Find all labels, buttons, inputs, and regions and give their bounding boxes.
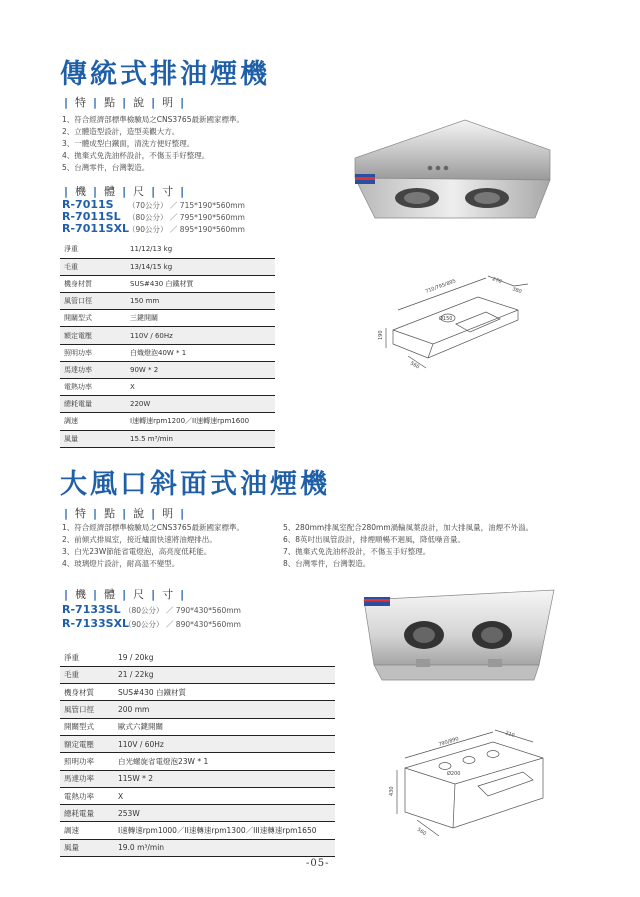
feature-item: 4、拋棄式免洗油杯設計，不傷玉手好整理。 xyxy=(62,151,210,160)
section1-title: 傳統式排油煙機 xyxy=(60,59,270,90)
section2-model-list xyxy=(62,603,241,631)
spec-value: 三鍵開關 xyxy=(130,310,275,327)
spec-row xyxy=(60,666,335,683)
spec-row xyxy=(60,379,275,396)
spec-row xyxy=(60,787,335,804)
model-row: R-7133SXL（90公分） ／ 890*430*560mm xyxy=(62,617,241,630)
spec-key: 總耗電量 xyxy=(60,396,130,413)
section1-features-heading: | 特 | 點 | 說 | 明 | xyxy=(64,96,186,109)
spec-row xyxy=(60,701,335,718)
section1-size-heading: | 機 | 體 | 尺 | 寸 | xyxy=(64,185,186,198)
spec-row xyxy=(60,310,275,327)
spec-row xyxy=(60,241,275,258)
spec-key: 開關型式 xyxy=(60,718,118,735)
feature-item: 6、8英吋出風管設計，排煙順暢不迴風，降低噪音量。 xyxy=(283,535,466,544)
feature-item: 7、拋棄式免洗油杯設計，不傷玉手好整理。 xyxy=(283,547,431,556)
range-hood-r7011-photo xyxy=(335,100,565,235)
spec-row xyxy=(60,361,275,378)
section2-features-heading: | 特 | 點 | 說 | 明 | xyxy=(64,507,186,520)
feature-item: 1、符合經濟部標準檢驗局之CNS3765最新國家標準。 xyxy=(62,523,244,532)
dimension-pipe-label: Ø150 xyxy=(439,316,453,322)
range-hood-r7011-dimension-drawing xyxy=(368,272,538,372)
feature-item: 3、一體成型白鐵面，清洗方便好整理。 xyxy=(62,139,195,148)
spec-row xyxy=(60,293,275,310)
model-row: R-7011SL （80公分） ／ 795*190*560mm xyxy=(62,210,245,223)
feature-item: 1、符合經濟部標準檢驗局之CNS3765最新國家標準。 xyxy=(62,115,244,124)
spec-key: 馬達功率 xyxy=(60,770,118,787)
spec-value: 白光螺旋省電燈泡23W * 1 xyxy=(118,753,335,770)
section2-feature-list-left xyxy=(62,522,244,570)
spec-value: 15.5 m³/min xyxy=(130,430,275,447)
dimension-depth-label: 270 xyxy=(491,276,503,286)
spec-key: 總耗電量 xyxy=(60,805,118,822)
dimension-depth-label: 380 xyxy=(511,286,523,296)
spec-value: X xyxy=(130,379,275,396)
section2-title: 大風口斜面式油煙機 xyxy=(60,469,330,500)
spec-row xyxy=(60,430,275,447)
spec-row xyxy=(60,275,275,292)
section1-feature-list xyxy=(62,114,244,174)
model-row: R-7011SXL（90公分） ／ 895*190*560mm xyxy=(62,222,245,235)
spec-value: 13/14/15 kg xyxy=(130,258,275,275)
spec-key: 額定電壓 xyxy=(60,735,118,752)
feature-item: 2、前傾式排風室，接近爐面快速將油煙排出。 xyxy=(62,535,217,544)
spec-key: 調速 xyxy=(60,413,130,430)
spec-key: 風管口徑 xyxy=(60,293,130,310)
section1-spec-table xyxy=(60,241,275,448)
range-hood-r7133-dimension-drawing xyxy=(383,728,558,843)
spec-key: 照明功率 xyxy=(60,753,118,770)
spec-row xyxy=(60,684,335,701)
page-number: -05- xyxy=(306,858,330,869)
spec-value: 白熾燈泡40W * 1 xyxy=(130,344,275,361)
feature-item: 4、玻璃燈片設計，耐高溫不變型。 xyxy=(62,559,180,568)
spec-value: 21 / 22kg xyxy=(118,666,335,683)
feature-item: 5、台灣零件，台灣製造。 xyxy=(62,163,150,172)
spec-key: 馬達功率 xyxy=(60,361,130,378)
spec-row xyxy=(60,344,275,361)
spec-row xyxy=(60,396,275,413)
spec-value: I速轉速rpm1200／II速轉速rpm1600 xyxy=(130,413,275,430)
spec-key: 淨重 xyxy=(60,649,118,666)
feature-item: 3、白光23W節能省電燈泡，高亮度低耗能。 xyxy=(62,547,212,556)
dimension-width-label: 790/890 xyxy=(437,736,460,748)
spec-value: I速轉速rpm1000／II速轉速rpm1300／III速轉速rpm1650 xyxy=(118,822,335,839)
spec-value: 歐式六鍵開關 xyxy=(118,718,335,735)
model-row: R-7011S （70公分） ／ 715*190*560mm xyxy=(62,198,245,211)
spec-value: SUS#430 白鐵材質 xyxy=(118,684,335,701)
spec-key: 風管口徑 xyxy=(60,701,118,718)
spec-value: 11/12/13 kg xyxy=(130,241,275,258)
dimension-width-label: 710/795/895 xyxy=(424,278,457,295)
spec-row xyxy=(60,413,275,430)
section2-feature-list-right xyxy=(283,522,533,570)
spec-value: 253W xyxy=(118,805,335,822)
spec-key: 照明功率 xyxy=(60,344,130,361)
spec-value: 150 mm xyxy=(130,293,275,310)
spec-key: 額定電壓 xyxy=(60,327,130,344)
feature-item: 5、280mm排風室配合280mm渦輪風葉設計，加大排風量，油煙不外溢。 xyxy=(283,523,534,532)
feature-item: 2、立體造型設計，造型美觀大方。 xyxy=(62,127,180,136)
dimension-height-label: 430 xyxy=(389,786,395,796)
dimension-length-label: 560 xyxy=(415,826,428,838)
spec-value: SUS#430 白鐵材質 xyxy=(130,275,275,292)
spec-key: 電熱功率 xyxy=(60,379,130,396)
spec-value: X xyxy=(118,787,335,804)
spec-value: 19.0 m³/min xyxy=(118,839,335,856)
model-row: R-7133SL （80公分） ／ 790*430*560mm xyxy=(62,603,241,616)
spec-value: 200 mm xyxy=(118,701,335,718)
dimension-depth-label: 210 xyxy=(504,730,516,739)
spec-value: 110V / 60Hz xyxy=(118,735,335,752)
spec-row xyxy=(60,258,275,275)
spec-row xyxy=(60,839,335,856)
spec-row xyxy=(60,649,335,666)
spec-key: 機身材質 xyxy=(60,275,130,292)
spec-key: 調速 xyxy=(60,822,118,839)
spec-row xyxy=(60,718,335,735)
section2-size-heading: | 機 | 體 | 尺 | 寸 | xyxy=(64,588,186,601)
spec-value: 115W * 2 xyxy=(118,770,335,787)
spec-row xyxy=(60,327,275,344)
spec-value: 110V / 60Hz xyxy=(130,327,275,344)
spec-row xyxy=(60,735,335,752)
spec-row xyxy=(60,770,335,787)
spec-key: 開關型式 xyxy=(60,310,130,327)
spec-value: 220W xyxy=(130,396,275,413)
spec-key: 機身材質 xyxy=(60,684,118,701)
spec-value: 90W * 2 xyxy=(130,361,275,378)
spec-key: 風量 xyxy=(60,430,130,447)
spec-key: 毛重 xyxy=(60,258,130,275)
range-hood-r7133-photo xyxy=(354,585,564,695)
spec-key: 淨重 xyxy=(60,241,130,258)
spec-row xyxy=(60,753,335,770)
dimension-height-label: 190 xyxy=(378,330,384,340)
section2-spec-table xyxy=(60,649,335,857)
spec-row xyxy=(60,822,335,839)
dimension-pipe-label: Ø200 xyxy=(447,771,461,777)
feature-item: 8、台灣零件，台灣製造。 xyxy=(283,559,371,568)
spec-row xyxy=(60,805,335,822)
spec-key: 電熱功率 xyxy=(60,787,118,804)
dimension-length-label: 560 xyxy=(409,360,421,371)
spec-key: 毛重 xyxy=(60,666,118,683)
section1-model-list xyxy=(62,199,245,235)
spec-key: 風量 xyxy=(60,839,118,856)
spec-value: 19 / 20kg xyxy=(118,649,335,666)
